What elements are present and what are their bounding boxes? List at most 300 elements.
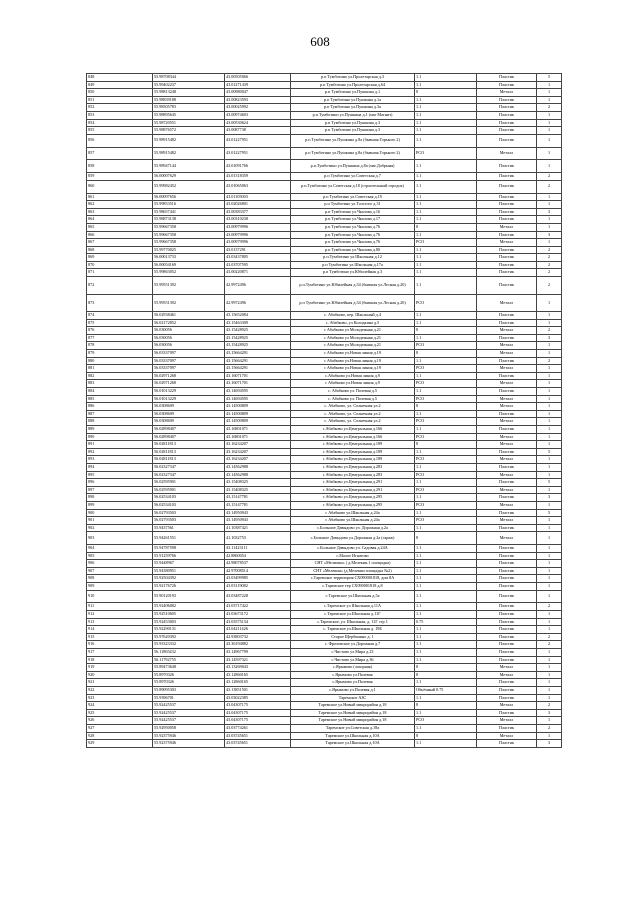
longitude-cell: 43.00980047 — [225, 89, 291, 97]
volume-cell: РСО — [415, 456, 477, 464]
volume-cell: 1.1 — [415, 641, 477, 649]
volume-cell: 1.1 — [415, 134, 477, 147]
address-cell: с Абабково ул.Центральная д.166 — [291, 433, 415, 441]
table-row — [87, 312, 562, 320]
volume-cell: 1.1 — [415, 611, 477, 619]
material-cell: Металл — [477, 486, 537, 494]
address-cell: р.п Тумботино ул.Чкалова д.76 — [291, 231, 415, 239]
count-cell: 1 — [537, 552, 562, 560]
table-row — [87, 509, 562, 517]
count-cell: 1 — [537, 319, 562, 327]
longitude-cell: 43.15463309 — [225, 319, 291, 327]
material-cell: Металл — [477, 342, 537, 350]
latitude-cell: 55.98915482 — [153, 147, 225, 160]
longitude-cell: 43.03487228 — [225, 590, 291, 603]
latitude-cell: 55.9396701 — [153, 694, 225, 702]
longitude-cell: 43.15147781 — [225, 494, 291, 502]
count-cell: 2 — [537, 269, 562, 277]
address-cell: р.п Тумботино ул.Чкалова д.76 — [291, 223, 415, 231]
count-cell: 1 — [537, 81, 562, 89]
table-row — [87, 441, 562, 449]
table-row — [87, 342, 562, 350]
row-number: 925 — [87, 709, 153, 717]
row-number: 889 — [87, 425, 153, 433]
table-row — [87, 334, 562, 342]
volume-cell: 1.1 — [415, 74, 477, 82]
table-row — [87, 545, 562, 553]
latitude-cell: 55.98876572 — [153, 127, 225, 135]
table-row — [87, 239, 562, 247]
longitude-cell: 43.03673172 — [225, 611, 291, 619]
row-number: 916 — [87, 641, 153, 649]
address-cell: с Абабково ул.Новая линия д.9 — [291, 380, 415, 388]
row-number: 913 — [87, 618, 153, 626]
table-body — [87, 74, 562, 748]
longitude-cell: 43.15428925 — [225, 342, 291, 350]
row-number: 902 — [87, 524, 153, 532]
row-number: 892 — [87, 448, 153, 456]
row-number: 878 — [87, 342, 153, 350]
volume-cell: 8 — [415, 441, 477, 449]
material-cell: Пластик — [477, 334, 537, 342]
volume-cell: 1.1 — [415, 567, 477, 575]
table-row — [87, 448, 562, 456]
table-row — [87, 590, 562, 603]
longitude-cell: 43.01105003 — [225, 193, 291, 201]
address-cell: р.п Тумботино ул.Советская д.19 — [291, 193, 415, 201]
material-cell: Металл — [477, 294, 537, 312]
volume-cell: 1.1 — [415, 81, 477, 89]
longitude-cell: 43.00823593 — [225, 96, 291, 104]
table-row — [87, 433, 562, 441]
row-number: 887 — [87, 410, 153, 418]
longitude-cell: 43.15664291 — [225, 357, 291, 365]
table-row — [87, 180, 562, 193]
volume-cell: РСО — [415, 380, 477, 388]
count-cell: 1 — [537, 649, 562, 657]
count-cell: 1 — [537, 560, 562, 568]
latitude-cell: 55.99402237 — [153, 81, 225, 89]
latitude-cell: 56.02327347 — [153, 471, 225, 479]
table-row — [87, 679, 562, 687]
latitude-cell: 55.97620392 — [153, 633, 225, 641]
latitude-cell: 56.0308609 — [153, 418, 225, 426]
address-cell: с Абабково ул.Новая линия д.19 — [291, 365, 415, 373]
latitude-cell: 56.11865432 — [153, 649, 225, 657]
material-cell: Пластик — [477, 656, 537, 664]
count-cell: 1 — [537, 350, 562, 358]
count-cell: 1 — [537, 567, 562, 575]
count-cell: 1 — [537, 656, 562, 664]
volume-cell: 1.1 — [415, 104, 477, 112]
latitude-cell: 55.98947144 — [153, 160, 225, 173]
latitude-cell: 55.92176726 — [153, 583, 225, 591]
volume-cell: 1.1 — [415, 246, 477, 254]
address-cell: с.Таремское ул.Школьная д.11Г — [291, 611, 415, 619]
address-cell: с. Абабково, пер. Школьный д.4 — [291, 312, 415, 320]
longitude-cell: 43.15664291 — [225, 350, 291, 358]
volume-cell: 8 — [415, 350, 477, 358]
row-number: 863 — [87, 208, 153, 216]
count-cell: 1 — [537, 425, 562, 433]
row-number: 854 — [87, 119, 153, 127]
count-cell: 2 — [537, 702, 562, 710]
row-number: 891 — [87, 441, 153, 449]
count-cell: 1 — [537, 433, 562, 441]
volume-cell: 1.1 — [415, 173, 477, 181]
table-row — [87, 418, 562, 426]
latitude-cell: 55.92510605 — [153, 611, 225, 619]
material-cell: Пластик — [477, 494, 537, 502]
latitude-cell: 55.90120193 — [153, 590, 225, 603]
latitude-cell: 56.03337097 — [153, 350, 225, 358]
volume-cell: 1.1 — [415, 552, 477, 560]
address-cell: с.Абабково ул.Центральная д.166 — [291, 425, 415, 433]
volume-cell: 1.1 — [415, 357, 477, 365]
material-cell: Пластик — [477, 410, 537, 418]
table-row — [87, 89, 562, 97]
volume-cell: РСО — [415, 342, 477, 350]
count-cell: 1 — [537, 96, 562, 104]
longitude-cell: 43.01318359 — [225, 173, 291, 181]
count-cell: 1 — [537, 294, 562, 312]
volume-cell: 1.1 — [415, 463, 477, 471]
material-cell: Металл — [477, 671, 537, 679]
volume-cell: 1.1 — [415, 603, 477, 611]
table-row — [87, 709, 562, 717]
row-number: 880 — [87, 357, 153, 365]
count-cell: 1 — [537, 365, 562, 373]
table-row — [87, 395, 562, 403]
volume-cell: 1.1 — [415, 656, 477, 664]
latitude-cell: 55.9437561 — [153, 524, 225, 532]
latitude-cell: 56.02534103 — [153, 501, 225, 509]
table-row — [87, 517, 562, 525]
volume-cell: 1.1 — [415, 96, 477, 104]
address-cell: Старое Щербинино д. 1 — [291, 633, 415, 641]
address-cell: Таремское ул.Новый микрорайон д.18 — [291, 702, 415, 710]
row-number: 877 — [87, 334, 153, 342]
table-row — [87, 277, 562, 295]
latitude-cell: 55.98915482 — [153, 134, 225, 147]
row-number: 903 — [87, 532, 153, 545]
longitude-cell: 43.14967799 — [225, 649, 291, 657]
count-cell: 1 — [537, 686, 562, 694]
material-cell: Металл — [477, 732, 537, 740]
material-cell: Металл — [477, 89, 537, 97]
volume-cell: 8 — [415, 223, 477, 231]
material-cell: Металл — [477, 239, 537, 247]
material-cell: Пластик — [477, 649, 537, 657]
address-cell: с Абабково ул.Центральная д.283 — [291, 463, 415, 471]
volume-cell: 1.1 — [415, 479, 477, 487]
table-row — [87, 717, 562, 725]
row-number: 872 — [87, 277, 153, 295]
longitude-cell: 43.12860165 — [225, 679, 291, 687]
longitude-cell: 43.36194882 — [225, 641, 291, 649]
row-number: 914 — [87, 626, 153, 634]
volume-cell: 8 — [415, 532, 477, 545]
table-row — [87, 611, 562, 619]
material-cell: Металл — [477, 418, 537, 426]
latitude-cell: 56.01013229 — [153, 388, 225, 396]
volume-cell: 1.1 — [415, 269, 477, 277]
address-cell: с. Абабково ул. Полевая д.5 — [291, 395, 415, 403]
volume-cell: 1.1 — [415, 626, 477, 634]
count-cell: 1 — [537, 119, 562, 127]
address-cell: с Абабково ул.Школьная д.24а — [291, 517, 415, 525]
count-cell: 1 — [537, 486, 562, 494]
longitude-cell: 42.98078537 — [225, 560, 291, 568]
volume-cell: 1.1 — [415, 334, 477, 342]
row-number: 850 — [87, 89, 153, 97]
row-number: 883 — [87, 380, 153, 388]
latitude-cell: 55.9448967 — [153, 560, 225, 568]
address-cell: р.п Тумботино ул.Пушкина д.3 — [291, 127, 415, 135]
latitude-cell: 56.01013229 — [153, 395, 225, 403]
longitude-cell: 43.01065063 — [225, 180, 291, 193]
count-cell: 1 — [537, 575, 562, 583]
material-cell: Металл — [477, 532, 537, 545]
row-number: 896 — [87, 479, 153, 487]
longitude-cell: 43.14950943 — [225, 509, 291, 517]
longitude-cell: 43.03745651 — [225, 740, 291, 748]
address-cell: с.Малое Игнатово — [291, 552, 415, 560]
count-cell: 1 — [537, 410, 562, 418]
latitude-cell: 56.00013733 — [153, 254, 225, 262]
address-cell: р.п Тумботино ул.Юбилейная д.34 (бывшая ул.Лесная д.20) — [291, 294, 415, 312]
table-row — [87, 463, 562, 471]
address-cell: р.п.Тумботино ул.Юбилейная д.34 (бывшая ул.Лесная д.20) — [291, 277, 415, 295]
table-row — [87, 552, 562, 560]
table-row — [87, 201, 562, 209]
row-number: 927 — [87, 724, 153, 732]
volume-cell: 1.1 — [415, 127, 477, 135]
row-number: 879 — [87, 350, 153, 358]
latitude-cell: 55.89095303 — [153, 686, 225, 694]
volume-cell: РСО — [415, 486, 477, 494]
volume-cell: РСО — [415, 418, 477, 426]
longitude-cell: 43.04307175 — [225, 709, 291, 717]
count-cell: 1 — [537, 127, 562, 135]
material-cell: Металл — [477, 517, 537, 525]
material-cell: Металл — [477, 365, 537, 373]
volume-cell: РСО — [415, 501, 477, 509]
longitude-cell: 43.16234207 — [225, 441, 291, 449]
latitude-cell: 55.92375946 — [153, 740, 225, 748]
row-number: 926 — [87, 717, 153, 725]
volume-cell: 1.1 — [415, 633, 477, 641]
longitude-cell: 42.9972496 — [225, 294, 291, 312]
latitude-cell: 55.92950058 — [153, 724, 225, 732]
count-cell: 1 — [537, 403, 562, 411]
row-number: 862 — [87, 201, 153, 209]
table-row — [87, 193, 562, 201]
table-row — [87, 626, 562, 634]
address-cell: с Абабково ул.Центральная д.189 — [291, 448, 415, 456]
volume-cell: 8 — [415, 89, 477, 97]
row-number: 851 — [87, 96, 153, 104]
count-cell: 1 — [537, 134, 562, 147]
address-cell: р.п Тумботино ул.Советская д.7 — [291, 173, 415, 181]
row-number: 919 — [87, 664, 153, 672]
row-number: 865 — [87, 223, 153, 231]
row-number: 905 — [87, 552, 153, 560]
table-row — [87, 664, 562, 672]
material-cell: Пластик — [477, 425, 537, 433]
longitude-cell: 43.14500809 — [225, 418, 291, 426]
material-cell: Пластик — [477, 357, 537, 365]
count-cell: 1 — [537, 583, 562, 591]
address-cell: Таремское АЗС — [291, 694, 415, 702]
material-cell: Пластик — [477, 96, 537, 104]
longitude-cell: 43.00383377 — [225, 208, 291, 216]
latitude-cell: 55.99551392 — [153, 294, 225, 312]
count-cell: 3 — [537, 494, 562, 502]
volume-cell: 1.1 — [415, 575, 477, 583]
material-cell: Пластик — [477, 463, 537, 471]
row-number: 908 — [87, 575, 153, 583]
count-cell: 1 — [537, 717, 562, 725]
material-cell: Металл — [477, 350, 537, 358]
address-cell: с Абабково ул.Центральная д.189 — [291, 441, 415, 449]
table-row — [87, 641, 562, 649]
material-cell: Металл — [477, 395, 537, 403]
row-number: 897 — [87, 486, 153, 494]
latitude-cell: 55.93323332 — [153, 641, 225, 649]
latitude-cell: 56.03337097 — [153, 365, 225, 373]
row-number: 866 — [87, 231, 153, 239]
longitude-cell: 41.1032753 — [225, 532, 291, 545]
address-cell: с Абабково ул.Новая линия д.19 — [291, 350, 415, 358]
material-cell: Пластик — [477, 626, 537, 634]
latitude-cell: 55.94787598 — [153, 545, 225, 553]
row-number: 910 — [87, 590, 153, 603]
latitude-cell: 56.02811813 — [153, 456, 225, 464]
count-cell: 3 — [537, 740, 562, 748]
latitude-cell: 56.02172852 — [153, 319, 225, 327]
count-cell: 1 — [537, 456, 562, 464]
address-cell: р.п Тумботино ул.Чкалова д.17 — [291, 216, 415, 224]
longitude-cell: 43.04307175 — [225, 702, 291, 710]
latitude-cell: 55.89473648 — [153, 664, 225, 672]
count-cell: 1 — [537, 618, 562, 626]
material-cell: Пластик — [477, 575, 537, 583]
longitude-cell: 43.01227951 — [225, 134, 291, 147]
material-cell: Металл — [477, 223, 537, 231]
row-number: 890 — [87, 433, 153, 441]
longitude-cell: 43.03575134 — [225, 618, 291, 626]
address-cell: с.Абабково ул.Новая линия д.9 — [291, 372, 415, 380]
count-cell: 1 — [537, 471, 562, 479]
row-number: 871 — [87, 269, 153, 277]
longitude-cell: 43.16801071 — [225, 433, 291, 441]
table-row — [87, 425, 562, 433]
address-cell: Таремское ул.Советская д.18а — [291, 724, 415, 732]
table-row — [87, 261, 562, 269]
count-cell: 1 — [537, 501, 562, 509]
volume-cell: 1.1 — [415, 216, 477, 224]
row-number: 859 — [87, 173, 153, 181]
longitude-cell: 43.03707595 — [225, 261, 291, 269]
row-number: 849 — [87, 81, 153, 89]
longitude-cell: 43.13269043 — [225, 664, 291, 672]
address-cell: с. Абабково ул. Полевая д.5 — [291, 388, 415, 396]
material-cell: Металл — [477, 501, 537, 509]
container-sites-table — [86, 73, 562, 748]
volume-cell: РСО — [415, 517, 477, 525]
row-number: 921 — [87, 679, 153, 687]
table-row — [87, 111, 562, 119]
material-cell: Металл — [477, 147, 537, 160]
longitude-cell: 43.14500809 — [225, 410, 291, 418]
address-cell: р.п.Тумботино ул.Школьная д.12 — [291, 254, 415, 262]
longitude-cell: 43.14562988 — [225, 471, 291, 479]
row-number: 893 — [87, 456, 153, 464]
count-cell: 1 — [537, 239, 562, 247]
address-cell: р.п Тумботино ул.Пушкина д.1 — [291, 89, 415, 97]
volume-cell: Объёмный 0.75 — [415, 686, 477, 694]
material-cell: Пластик — [477, 633, 537, 641]
table-row — [87, 618, 562, 626]
table-row — [87, 327, 562, 335]
row-number: 899 — [87, 501, 153, 509]
row-number: 886 — [87, 403, 153, 411]
count-cell: 2 — [537, 357, 562, 365]
address-cell: р.п Тумботино ул.Пушкина д.8а (бывшая Горького 2) — [291, 134, 415, 147]
address-cell: с. Абабково, ул. Солнечная ул.2 — [291, 410, 415, 418]
row-number: 856 — [87, 134, 153, 147]
count-cell: 1 — [537, 679, 562, 687]
longitude-cell: 43.00979996 — [225, 231, 291, 239]
volume-cell: РСО — [415, 471, 477, 479]
row-number: 906 — [87, 560, 153, 568]
count-cell: 2 — [537, 277, 562, 295]
longitude-cell: 41.10387421 — [225, 524, 291, 532]
count-cell: 3 — [537, 231, 562, 239]
address-cell: с.Ярымово (лазорная) — [291, 664, 415, 672]
longitude-cell: 43.15428925 — [225, 334, 291, 342]
row-number: 915 — [87, 633, 153, 641]
volume-cell: 1.1 — [415, 160, 477, 173]
count-cell: 2 — [537, 254, 562, 262]
latitude-cell: 55.98505783 — [153, 104, 225, 112]
address-cell: с Абабково ул.Новая линия д.19 — [291, 357, 415, 365]
address-cell: с Абабково ул.Школьная д.24а — [291, 509, 415, 517]
address-cell: с.Таремское ул Школьная д.11А — [291, 603, 415, 611]
address-cell: р.п Тумботино ул.Юбилейная д.3 — [291, 269, 415, 277]
volume-cell: 1.1 — [415, 410, 477, 418]
count-cell: 1 — [537, 388, 562, 396]
volume-cell: 1.1 — [415, 425, 477, 433]
volume-cell: 1.1 — [415, 193, 477, 201]
latitude-cell: 56.02938461 — [153, 312, 225, 320]
longitude-cell: 43.15664291 — [225, 365, 291, 373]
table-row — [87, 649, 562, 657]
count-cell: 2 — [537, 104, 562, 112]
table-row — [87, 160, 562, 173]
count-cell: 2 — [537, 633, 562, 641]
count-cell: 1 — [537, 694, 562, 702]
row-number: 881 — [87, 365, 153, 373]
latitude-cell: 55.92504392 — [153, 575, 225, 583]
row-number: 928 — [87, 732, 153, 740]
volume-cell: 1.1 — [415, 694, 477, 702]
latitude-cell: 56.02811813 — [153, 448, 225, 456]
volume-cell: 8 — [415, 732, 477, 740]
volume-cell: 1.1 — [415, 254, 477, 262]
material-cell: Пластик — [477, 119, 537, 127]
